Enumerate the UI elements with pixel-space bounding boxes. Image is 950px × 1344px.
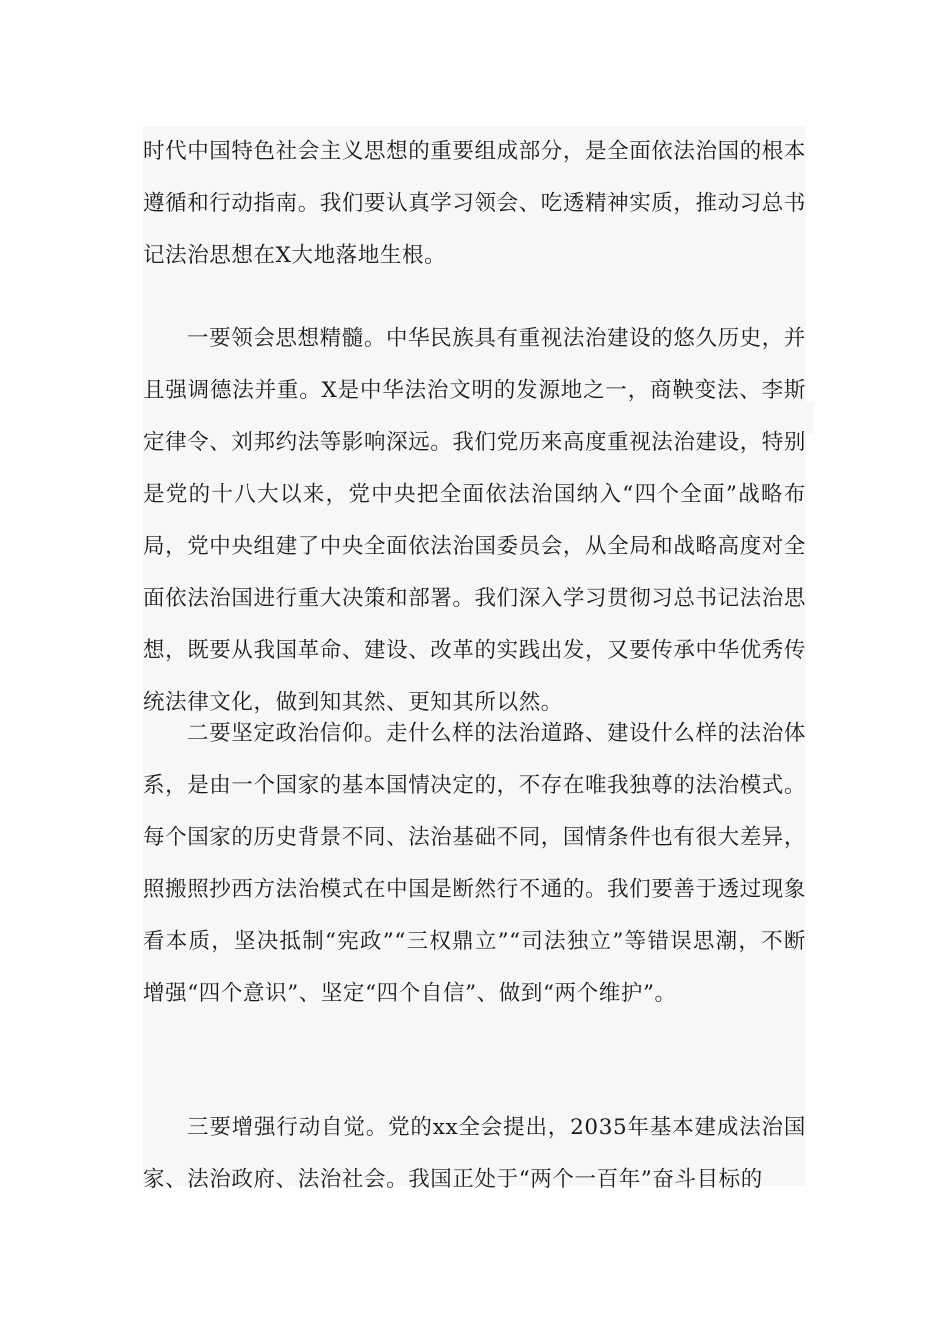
text-body xyxy=(143,126,807,1192)
paragraph-point-three: 三要增强行动自觉。党的xx全会提出，2035年基本建成法治国家、法治政府、法治社会。我国正处于“两个一百年”奋斗目标的 xyxy=(143,1115,806,1192)
paragraph-point-one: 一要领会思想精髓。中华民族具有重视法治建设的悠久历史，并且强调德法并重。X是中华法治文明的发源地之一，商鞅变法、李斯定律令、刘邦约法等影响深远。我们党历来高度重视法治建设，特别是党的十八大以来，党中央把全面依法治国纳入“四个全面”战略布局，党中央组建了中央全面依法治国委员会，从全局和战略高度对全面依法治国进行重大决策和部署。我们深入学习贯彻习总书记法治思想，既要从我国革命、建设、改革的实践出发，又要传承中华优秀传统法律文化，做到知其然、更知其所以然。 xyxy=(143,326,807,715)
paragraph-continuation: 时代中国特色社会主义思想的重要组成部分，是全面依法治国的根本遵循和行动指南。我们要认真学习领会、吃透精神实质，推动习总书记法治思想在X大地落地生根。 xyxy=(143,139,807,268)
text-highlight-overflow xyxy=(806,402,814,434)
paragraph-point-two: 二要坚定政治信仰。走什么样的法治道路、建设什么样的法治体系，是由一个国家的基本国情决定的，不存在唯我独尊的法治模式。每个国家的历史背景不同、法治基础不同，国情条件也有很大差异，照搬照抄西方法治模式在中国是断然行不通的。我们要善于透过现象看本质，坚决抵制“宪政”“三权鼎立”“司法独立”等错误思潮，不断增强“四个意识”、坚定“四个自信”、做到“两个维护”。 xyxy=(143,721,807,1006)
